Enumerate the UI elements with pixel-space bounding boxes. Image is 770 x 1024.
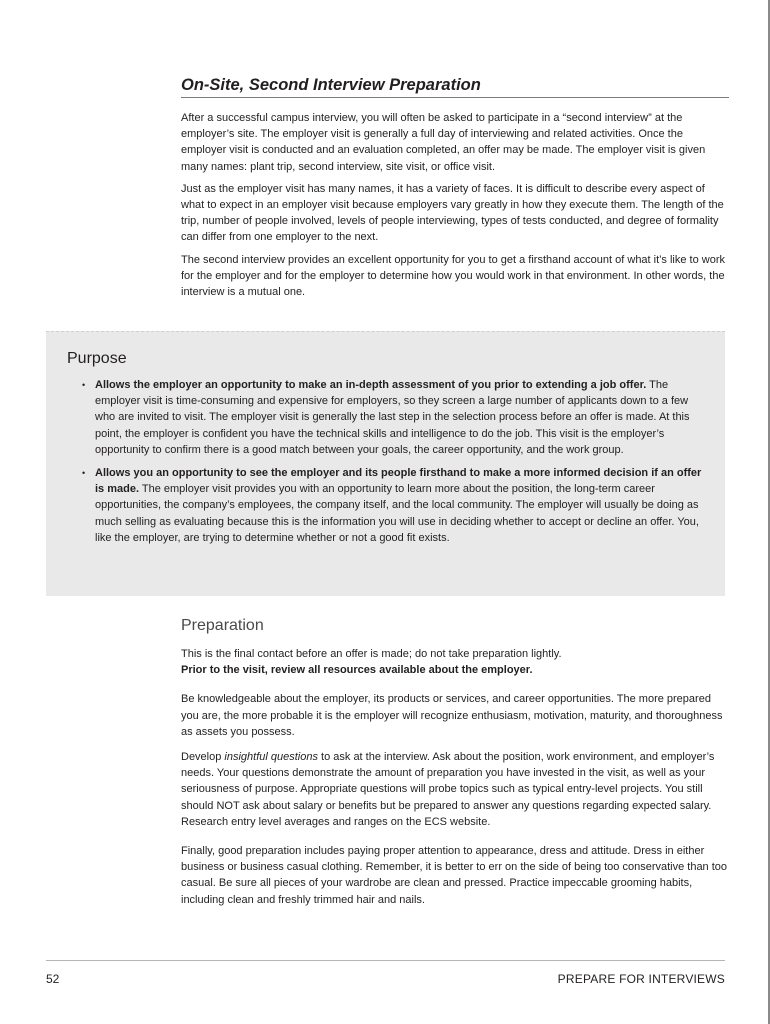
list-item-lead: Allows you an opportunity to see the employer and its people firsthand to make a more informed decision if an offer is made. [95, 467, 702, 496]
intro-text [181, 110, 729, 306]
intro-paragraph: The second interview provides an excellent opportunity for you to get a firsthand account of what it’s like to work for the employer and for the employer to determine how you would work in that environment. In other words, the interview is a mutual one. [181, 253, 725, 299]
intro-paragraph: Just as the employer visit has many names, it has a variety of faces. It is difficult to describe every aspect of what to expect in an employer visit because employers vary greatly in how they execute them. The length of the trip, number of people involved, levels of people interviewing, types of tests conducted, and degree of formality can differ from one employer to the next. [181, 182, 724, 244]
purpose-heading: Purpose [67, 350, 127, 367]
preparation-paragraph: Finally, good preparation includes paying proper attention to appearance, dress and attitude. Dress in either business or business casual clothing. Remember, it is better to err on the side of being too conservative than too casual. Be sure all pieces of your wardrobe are clean and pressed. Practice impeccable grooming habits, including clean and freshly trimmed hair and nails. [181, 845, 728, 906]
preparation-p2-italic: insightful questions [224, 751, 318, 764]
preparation-intro [181, 646, 729, 678]
bullet-icon: • [82, 468, 86, 479]
preparation-paragraph [181, 749, 729, 830]
list-item-lead: Allows the employer an opportunity to make an in-depth assessment of you prior to extending a job offer. [95, 379, 647, 391]
list-item-text: The employer visit provides you with an opportunity to learn more about the position, the long-term career opportunities, the company’s employees, the company itself, and the local community. The employer will usually be doing as much selling as evaluating because this is the information you will use in deciding whether to accept or decline an offer. You, like the employer, are trying to determine whether or not a good fit exists. [95, 483, 699, 544]
intro-paragraph: After a successful campus interview, you will often be asked to participate in a “second interview” at the employer’s site. The employer visit is generally a full day of interviewing and related activities. Once the employer visit is conducted and an evaluation completed, an offer may be made. The employer visit is given many names: plant trip, second interview, site visit, or office visit. [181, 112, 706, 173]
running-head: PREPARE FOR INTERVIEWS [557, 972, 725, 986]
preparation-heading: Preparation [181, 617, 264, 634]
list-item [82, 465, 710, 546]
preparation-text [181, 646, 729, 917]
footer-rule [46, 960, 725, 961]
title-rule [181, 97, 729, 98]
list-item [82, 377, 710, 458]
preparation-paragraph: Be knowledgeable about the employer, its products or services, and career opportunities. The more prepared you are, the more probable it is the employer will recognize enthusiasm, motivation, maturity, and thoroughness as assets you possess. [181, 693, 723, 738]
page-number: 52 [46, 972, 60, 986]
preparation-intro-bold: Prior to the visit, review all resources available about the employer. [181, 664, 533, 677]
purpose-list [82, 377, 710, 553]
preparation-p2-before: Develop [181, 751, 225, 764]
preparation-p2-after: to ask at the interview. Ask about the position, work environment, and employer’s needs. Your questions demonstrate the amount of preparation you have invested in the visit, as well as your seriousness of purpose. Appropriate questions will probe topics such as typical entry-level projects. You still should NOT ask about salary or benefits but be prepared to answer any questions regarding expected salary. Research entry level averages and ranges on the ECS website. [181, 751, 715, 828]
list-item-text: The employer visit is time-consuming and expensive for employers, so they screen a large number of applicants down to a few who are invited to visit. The employer visit is generally the last step in the selection process before an offer is made. At this point, the employer is confident you have the technical skills and intelligence to do the job. This visit is the employer’s opportunity to confirm there is a good match between your goals, the career opportunity, and the work group. [95, 379, 690, 456]
section-title: On-Site, Second Interview Preparation [181, 76, 481, 94]
bullet-icon: • [82, 380, 86, 390]
preparation-intro-text: This is the final contact before an offer is made; do not take preparation lightly. [181, 648, 562, 660]
